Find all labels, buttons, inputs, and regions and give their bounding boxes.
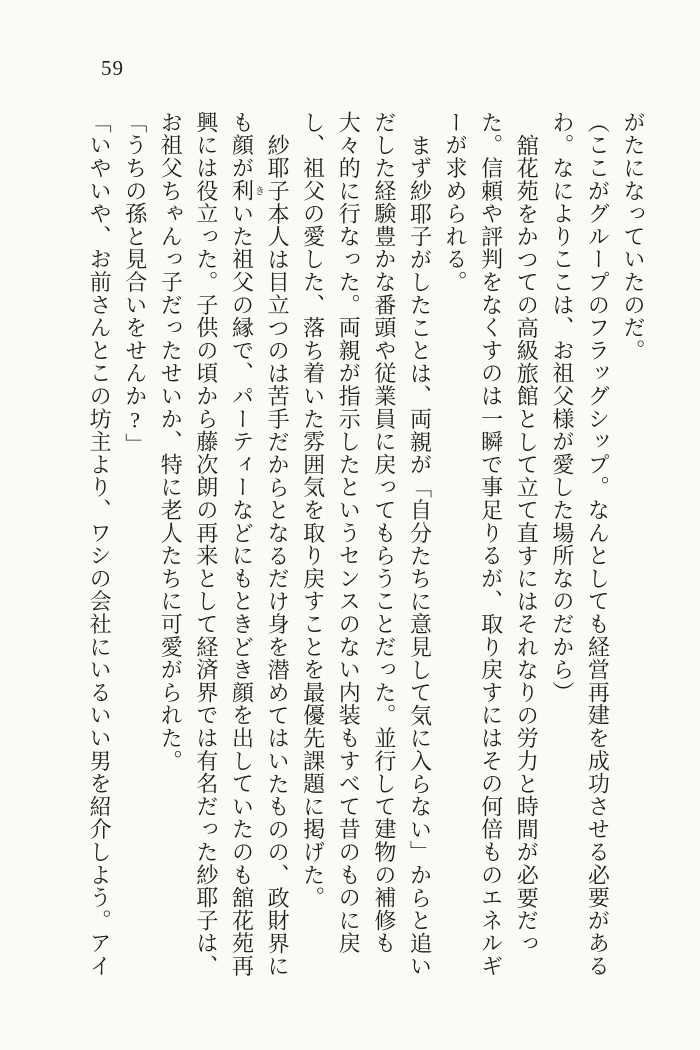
page-number: 59 bbox=[101, 56, 124, 80]
page-body-text bbox=[82, 111, 652, 979]
paragraph: 「いやいや、お前さんとこの坊主より、ワシの会社にいるいい男を紹介しよう。アイ bbox=[87, 111, 113, 978]
paragraph: 舘花苑をかつての高級旅館として立て直すにはそれなりの労力と時間が必要だった。信頼や評判をなくすのは一瞬で事足りるが、取り戻すにはその何倍ものエネルギーが求められる。 bbox=[443, 111, 540, 978]
paragraph: 「うちの孫と見合いをせんか?」 bbox=[122, 111, 148, 457]
paragraph: まず紗耶子がしたことは、両親が「自分たちに意見して気に入らない」からと追いだした経験豊かな番頭や従業員に戻ってもらうことだった。並行して建物の補修も大々的に行なった。両親が指示したというセンスのない内装もすべて昔のものに戻し、祖父の愛した、落ち着いた雰囲気を取り戻すことを最優先課題に掲げた。 bbox=[300, 111, 433, 978]
upright-punctuation: ? bbox=[122, 407, 148, 434]
paragraph: （ここがグループのフラッグシップ。なんとしても経営再建を成功させる必要があるわ。なによりここは、お祖父様が愛した場所なのだから） bbox=[549, 111, 611, 978]
paragraph: がたになっていたのだ。 bbox=[621, 111, 646, 362]
ruby-annotation: 利き bbox=[229, 179, 264, 203]
paragraph: 紗耶子本人は目立つのは苦手だからとなるだけ身を潜めてはいたものの、政財界にも顔が利きいた祖父の縁で、パーティーなどにもときどき顔を出していたのも舘花苑再興には役立った。子供の頃から藤次朗の再来として経済界では有名だった紗耶子は、お祖父ちゃんっ子だったせいか、特に老人たちに可愛がられた。 bbox=[158, 111, 291, 978]
